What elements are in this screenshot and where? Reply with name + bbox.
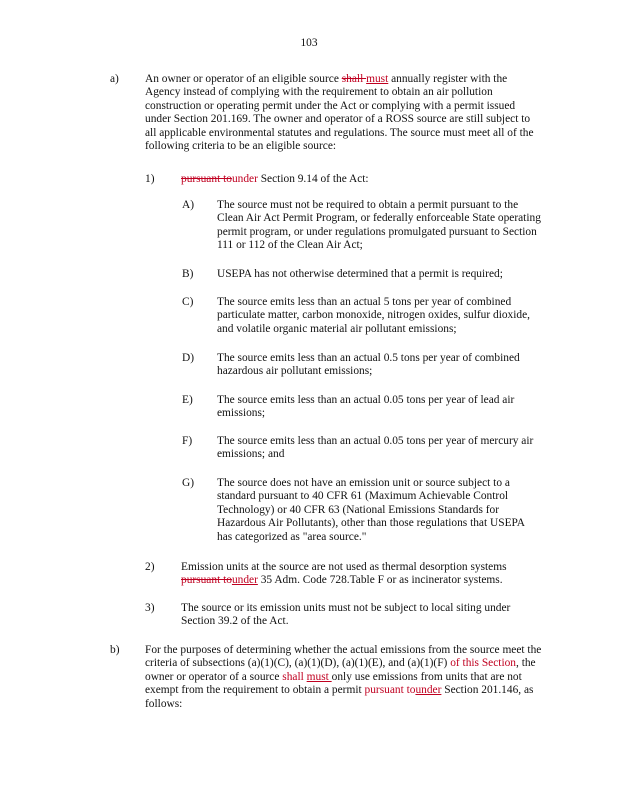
page-number: 103 xyxy=(300,37,318,49)
sub-item-label: D) xyxy=(182,352,195,364)
sub-item-text: The source must not be required to obtain a permit pursuant to the Clean Air Act Permit Program, or federally enforceable State operating permit program, or under regulations promulgated pursuant to Section 111 or 112 of the Clean Air Act; xyxy=(217,199,541,252)
sub-item-label: E) xyxy=(182,394,193,406)
deleted-text: pursuant to xyxy=(364,684,416,697)
sub-item-text: The source emits less than an actual 0.05 tons per year of lead air emissions; xyxy=(217,394,515,420)
sub-item-label: C) xyxy=(182,296,194,308)
sub-item-text: The source does not have an emission unit or source subject to a standard pursuant to 40 CFR 61 (Maximum Achievable Control Technology) or 40 CFR 63 (National Emissions Standards for Hazardous Air Pollutants), other than those regulations that USEPA has categorized as "area source." xyxy=(217,477,525,543)
deleted-text: shall xyxy=(282,670,307,683)
item-3-text: The source or its emission units must not be subject to local siting under Section 39.2 of the Act. xyxy=(181,602,511,628)
item-2-label: 2) xyxy=(145,561,155,573)
sub-item-label: G) xyxy=(182,477,195,489)
deleted-text: shall xyxy=(341,73,367,85)
sub-item-label: F) xyxy=(182,435,193,447)
sub-item-label: A) xyxy=(182,199,195,211)
inserted-text: under xyxy=(231,574,258,587)
item-3-label: 3) xyxy=(145,602,155,614)
para-a-text: An owner or operator of an eligible source shall must annually register with the Agency instead of complying with the requirement to obtain an air pollution construction or operating permit under the Act or complying with a permit issued under Section 201.169. The owner and operator of a ROSS source are still subject to all applicable environmental statutes and regulations. The source must meet all of the following criteria to be an eligible source: xyxy=(145,73,534,153)
inserted-text: must xyxy=(366,73,389,85)
deleted-text: pursuant to xyxy=(181,173,232,185)
sub-item-text: The source emits less than an actual 5 tons per year of combined particulate matter, carbon monoxide, nitrogen oxides, sulfur dioxide, and volatile organic material air pollutant emissions; xyxy=(217,296,531,335)
deleted-text: pursuant to xyxy=(181,574,232,587)
sub-item-text: The source emits less than an actual 0.5 tons per year of combined hazardous air pollutant emissions; xyxy=(217,352,520,378)
sub-item-text: USEPA has not otherwise determined that a permit is required; xyxy=(217,268,503,280)
para-b-text: For the purposes of determining whether the actual emissions from the source meet the criteria of subsections (a)(1)(C), (a)(1)(D), (a)(1)(E), and (a)(1)(F) of this Section, the owner or operator of a source shall must only use emissions from units that are not exempt from the requirement to obtain a permit pursuant tounder Section 201.146, as follows: xyxy=(145,644,542,710)
inserted-text: must xyxy=(306,670,332,683)
para-b-label: b) xyxy=(110,644,120,656)
item-1-label: 1) xyxy=(145,173,155,185)
item-1-text: pursuant tounder Section 9.14 of the Act: xyxy=(181,173,369,185)
sub-item-text: The source emits less than an actual 0.05 tons per year of mercury air emissions; and xyxy=(217,435,534,461)
item-2-text: Emission units at the source are not used as thermal desorption systems pursuant tounder 35 Adm. Code 728.Table F or as incinerator systems. xyxy=(181,561,507,587)
inserted-text: of this Section xyxy=(450,657,516,670)
inserted-text: under xyxy=(415,684,442,697)
inserted-text: under xyxy=(231,173,258,185)
sub-item-label: B) xyxy=(182,268,194,280)
para-a-label: a) xyxy=(110,73,119,85)
